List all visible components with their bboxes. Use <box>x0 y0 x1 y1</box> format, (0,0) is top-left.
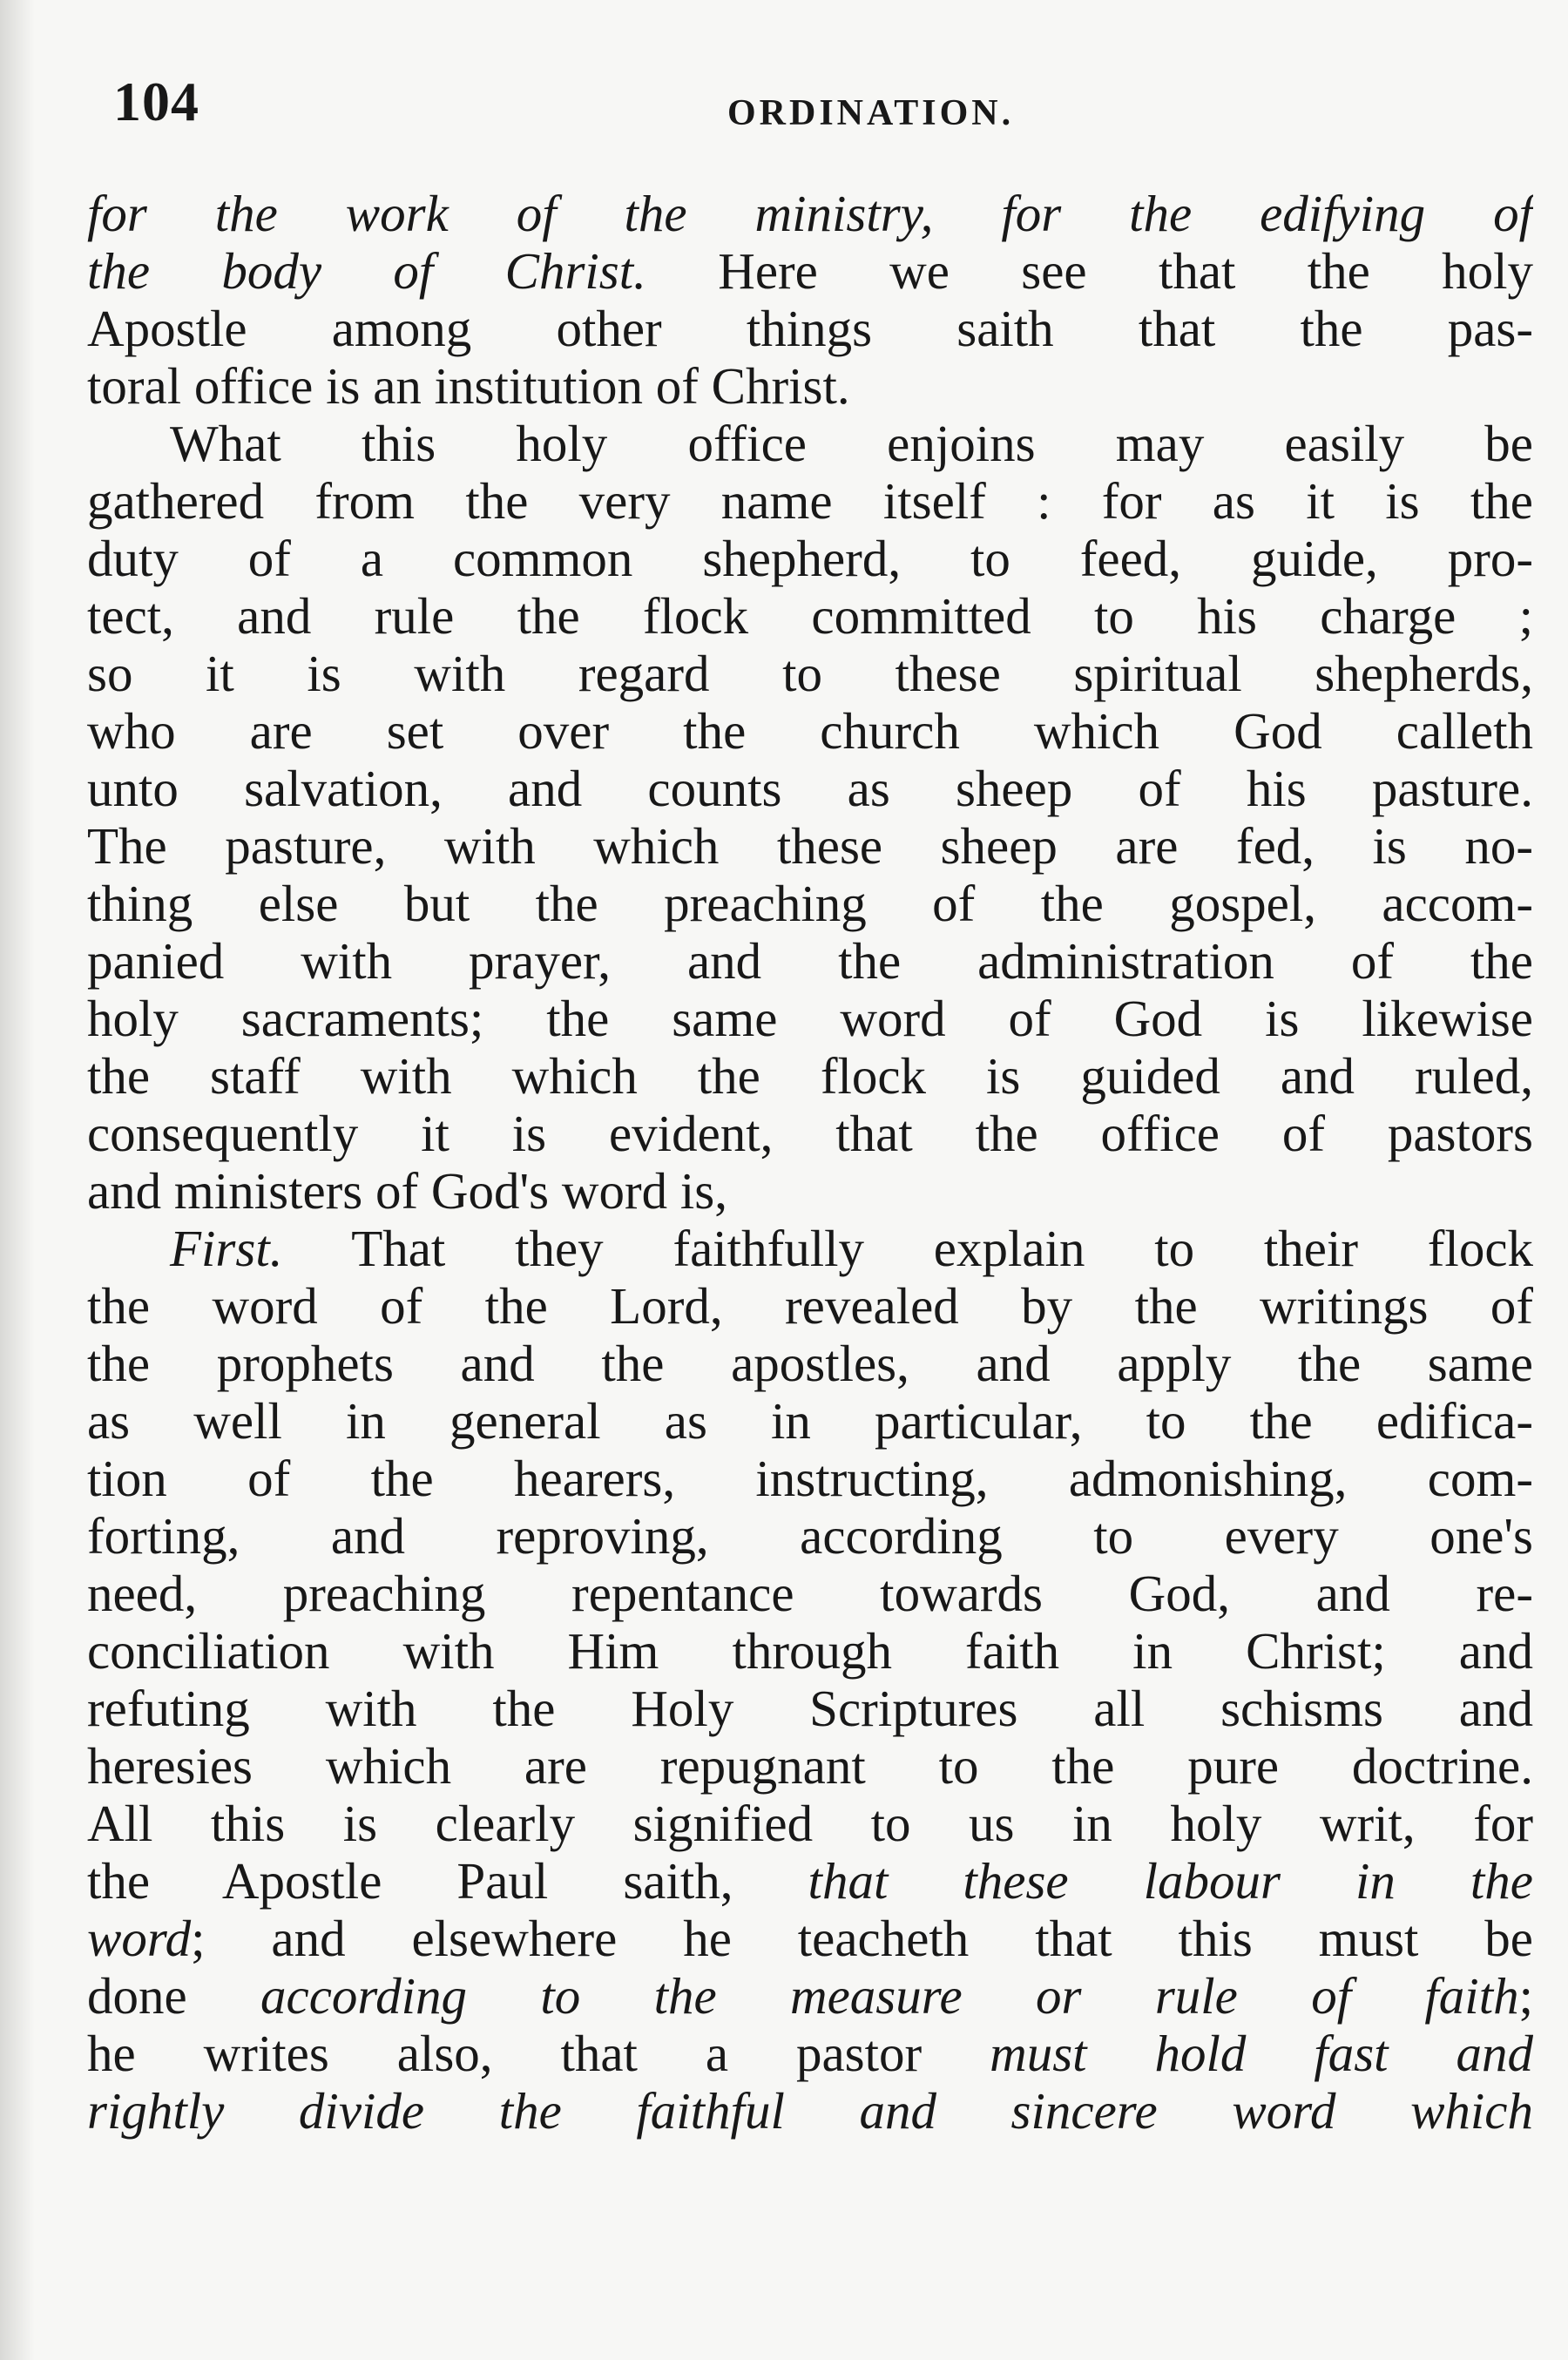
text-line <box>87 875 1533 932</box>
text-line <box>87 1680 1533 1737</box>
page-number: 104 <box>113 71 199 132</box>
text-line <box>87 1392 1533 1450</box>
roman-text: unto salvation, and counts as sheep of his pasture. <box>87 760 1533 817</box>
page-gutter-shadow <box>0 0 35 2360</box>
text-line <box>87 1565 1533 1622</box>
roman-text: holy sacraments; the same word of God is likewise <box>87 990 1533 1047</box>
text-line <box>87 932 1533 990</box>
roman-text: refuting with the Holy Scriptures all schisms and <box>87 1680 1533 1737</box>
roman-text: panied with prayer, and the administration of the <box>87 932 1533 990</box>
text-line <box>87 1910 1533 1967</box>
italic-text: First. <box>170 1220 283 1277</box>
text-line <box>87 1105 1533 1162</box>
roman-text: Here we see that the holy <box>645 242 1533 300</box>
running-head: ORDINATION. <box>727 93 1015 133</box>
text-line <box>87 242 1533 300</box>
text-line <box>87 990 1533 1047</box>
roman-text: tion of the hearers, instructing, admonishing, com- <box>87 1450 1533 1507</box>
text-line <box>87 1737 1533 1795</box>
text-line <box>87 1047 1533 1105</box>
text-line <box>87 1162 1533 1220</box>
roman-text: and ministers of God's word is, <box>87 1162 727 1220</box>
roman-text: Apostle among other things saith that the pas- <box>87 300 1533 357</box>
italic-text: the body of Christ. <box>87 242 646 300</box>
text-line <box>87 1220 1533 1277</box>
roman-text: who are set over the church which God calleth <box>87 702 1533 760</box>
text-line <box>87 415 1533 472</box>
roman-text: That they faithfully explain to their flock <box>282 1220 1533 1277</box>
roman-text: forting, and reproving, according to every one's <box>87 1507 1533 1565</box>
roman-text: consequently it is evident, that the office of pastors <box>87 1105 1533 1162</box>
text-line <box>87 1967 1533 2025</box>
roman-text: need, preaching repentance towards God, and re- <box>87 1565 1533 1622</box>
roman-text: he writes also, that a pastor <box>87 2025 990 2082</box>
text-line <box>87 1277 1533 1335</box>
text-line <box>87 300 1533 357</box>
roman-text: so it is with regard to these spiritual shepherds, <box>87 645 1533 702</box>
roman-text: What this holy office enjoins may easily be <box>170 415 1533 472</box>
text-line <box>87 2025 1533 2082</box>
italic-text: word <box>87 1910 192 1967</box>
text-line <box>87 2082 1533 2140</box>
italic-text: according to the measure or rule of faith <box>260 1967 1519 2025</box>
roman-text: The pasture, with which these sheep are fed, is no- <box>87 817 1533 875</box>
text-line <box>87 1795 1533 1852</box>
body-text <box>87 185 1533 2140</box>
italic-text: must hold fast and <box>990 2025 1533 2082</box>
roman-text: the Apostle Paul saith, <box>87 1852 808 1910</box>
text-line <box>87 472 1533 530</box>
page-header <box>0 61 1568 148</box>
text-line <box>87 1335 1533 1392</box>
text-line <box>87 702 1533 760</box>
roman-text: the word of the Lord, revealed by the writings of <box>87 1277 1533 1335</box>
text-line <box>87 530 1533 587</box>
roman-text: toral office is an institution of Christ. <box>87 357 850 415</box>
roman-text: the staff with which the flock is guided and ruled, <box>87 1047 1533 1105</box>
roman-text: the prophets and the apostles, and apply the same <box>87 1335 1533 1392</box>
roman-text: duty of a common shepherd, to feed, guide, pro- <box>87 530 1533 587</box>
roman-text: heresies which are repugnant to the pure doctrine. <box>87 1737 1533 1795</box>
roman-text: ; and elsewhere he teacheth that this must be <box>191 1910 1533 1967</box>
text-line <box>87 760 1533 817</box>
text-line <box>87 1450 1533 1507</box>
text-line <box>87 1507 1533 1565</box>
italic-text: that these labour in the <box>808 1852 1533 1910</box>
roman-text: All this is clearly signified to us in holy writ, for <box>87 1795 1533 1852</box>
roman-text: gathered from the very name itself : for as it is the <box>87 472 1533 530</box>
text-line <box>87 817 1533 875</box>
roman-text: thing else but the preaching of the gospel, accom- <box>87 875 1533 932</box>
roman-text: tect, and rule the flock committed to his charge ; <box>87 587 1533 645</box>
roman-text: conciliation with Him through faith in Christ; and <box>87 1622 1533 1680</box>
roman-text: ; <box>1518 1967 1533 2025</box>
text-line <box>87 645 1533 702</box>
italic-text: for the work of the ministry, for the edifying of <box>87 185 1533 242</box>
roman-text: done <box>87 1967 261 2025</box>
text-line <box>87 185 1533 242</box>
text-line <box>87 357 1533 415</box>
text-line <box>87 1622 1533 1680</box>
roman-text: as well in general as in particular, to the edifica- <box>87 1392 1533 1450</box>
text-line <box>87 587 1533 645</box>
italic-text: rightly divide the faithful and sincere word which <box>87 2082 1533 2140</box>
text-line <box>87 1852 1533 1910</box>
